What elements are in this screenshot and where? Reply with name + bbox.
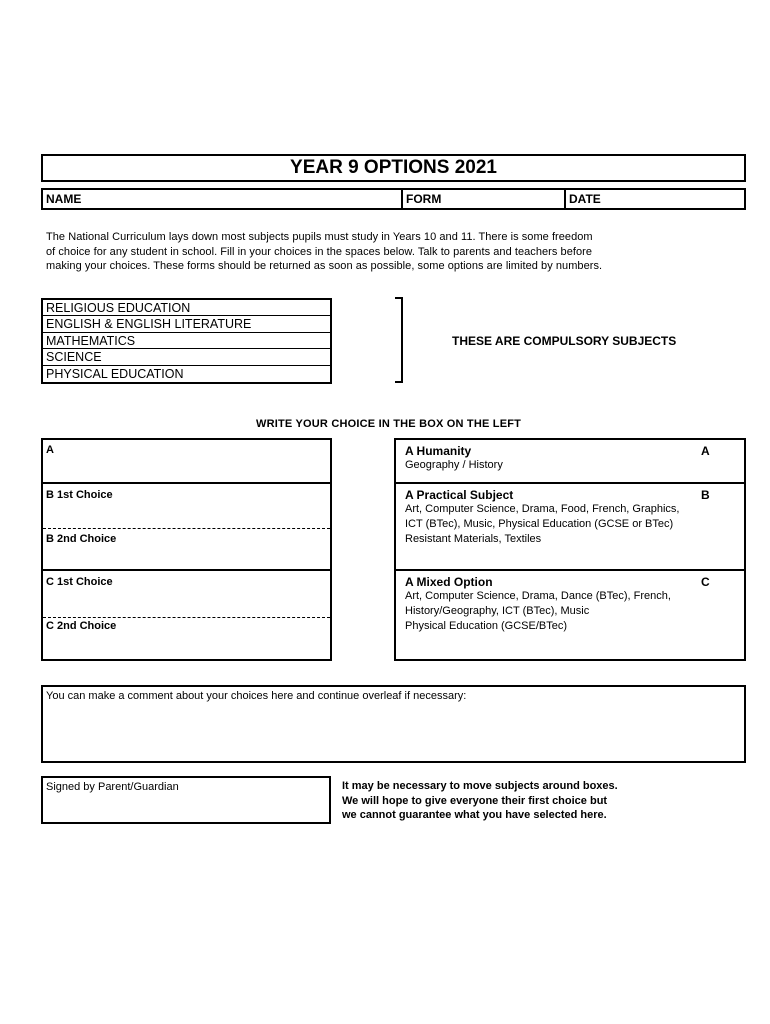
option-c-letter: C [701,575,710,589]
choice-instruction: WRITE YOUR CHOICE IN THE BOX ON THE LEFT [256,418,522,430]
date-field[interactable]: DATE [569,192,601,206]
note-line: It may be necessary to move subjects around boxes. [342,780,618,792]
intro-line: The National Curriculum lays down most subjects pupils must study in Years 10 and 11. There is some freedom [46,231,593,243]
compulsory-subject: PHYSICAL EDUCATION [46,366,184,381]
intro-paragraph [46,230,686,274]
note-line: we cannot guarantee what you have selected here. [342,809,607,821]
option-line: Art, Computer Science, Drama, Food, French, Graphics, [405,503,680,515]
compulsory-subject: MATHEMATICS [43,333,330,349]
signature-box[interactable] [41,776,331,824]
option-box-a [394,438,746,484]
option-line: History/Geography, ICT (BTec), Music [405,605,590,617]
dashed-divider [43,528,330,529]
choice-box-b[interactable] [41,482,332,571]
compulsory-subject: RELIGIOUS EDUCATION [43,300,330,316]
note-line: We will hope to give everyone their first choice but [342,794,608,807]
option-a-subjects: Geography / History [405,459,503,471]
intro-line: making your choices. These forms should be returned as soon as possible, some options are limited by numbers. [46,260,603,272]
option-b-title: A Practical Subject [405,488,514,502]
student-info-row [41,188,746,210]
choice-box-a[interactable] [41,438,332,484]
choice-b-second-label: B 2nd Choice [46,533,117,545]
comment-label: You can make a comment about your choices here and continue overleaf if necessary: [46,690,467,702]
compulsory-subject: SCIENCE [43,349,330,365]
guarantee-note [342,779,672,823]
choice-c-first-label: C 1st Choice [46,576,113,588]
form-field[interactable]: FORM [403,190,566,208]
option-box-c [394,569,746,661]
choice-c-second-label: C 2nd Choice [46,620,117,632]
option-a-letter: A [701,444,710,458]
comment-box[interactable] [41,685,746,763]
compulsory-label: THESE ARE COMPULSORY SUBJECTS [452,334,677,348]
signature-label: Signed by Parent/Guardian [46,781,179,793]
option-line: ICT (BTec), Music, Physical Education (GCSE or BTec) [405,518,674,530]
option-b-subjects [405,502,680,547]
form-title: YEAR 9 OPTIONS 2021 [41,154,746,182]
dashed-divider [43,617,330,618]
option-c-subjects [405,589,671,634]
compulsory-subject: ENGLISH & ENGLISH LITERATURE [43,316,330,332]
intro-line: of choice for any student in school. Fill in your choices in the spaces below. Talk to parents and teachers before [46,245,593,258]
name-field[interactable]: NAME [43,190,403,208]
option-a-title: A Humanity [405,444,472,458]
option-box-b [394,482,746,571]
option-b-letter: B [701,488,710,502]
option-line: Resistant Materials, Textiles [405,533,542,545]
choice-box-c[interactable] [41,569,332,661]
option-line: Physical Education (GCSE/BTec) [405,620,568,632]
bracket-divider [395,297,403,383]
option-c-title: A Mixed Option [405,575,493,589]
choice-b-first-label: B 1st Choice [46,489,113,501]
choice-a-label: A [46,444,54,456]
option-line: Art, Computer Science, Drama, Dance (BTec), French, [405,590,671,602]
compulsory-subjects-list [41,298,332,384]
